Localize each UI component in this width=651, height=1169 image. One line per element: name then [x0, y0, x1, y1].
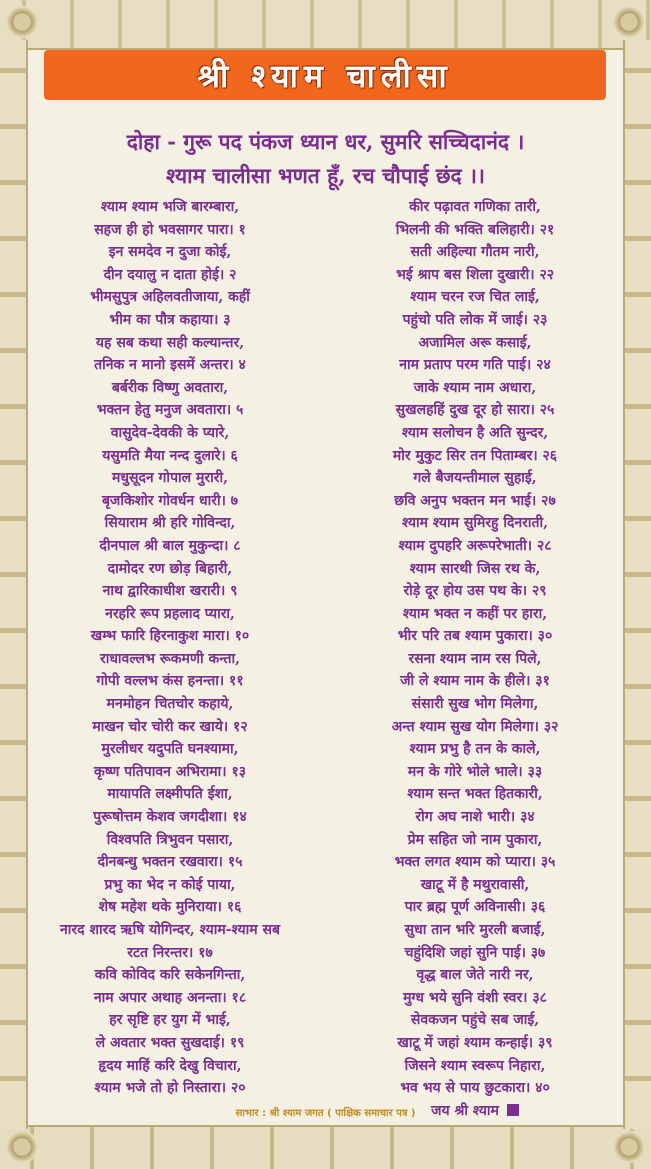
verse-line: नाथ द्वारिकाधीश खरारी। ९	[102, 583, 238, 600]
verse-line: चहुंदिशि जहां सुनि पाई। ३७	[404, 944, 546, 961]
verse-line: मोर मुकुट सिर तन पिताम्बर। २६	[392, 447, 558, 464]
verse-line: नाम प्रताप परम गति पाई। २४	[399, 357, 551, 374]
corner-ornament	[2, 1127, 42, 1167]
verse-line: रोग अघ नाशे भारी। ३४	[415, 809, 535, 826]
verse-line: जी ले श्याम नाम के हीले। ३१	[400, 673, 550, 690]
verse-line: मधुसूदन गोपाल मुरारी,	[112, 470, 228, 487]
verse-line: श्याम दुपहरि अरूपरेभाती। २८	[398, 537, 552, 554]
verse-line: छवि अनुप भक्तन मन भाई। २७	[394, 492, 556, 509]
verse-line: सियाराम श्री हरि गोविन्दा,	[104, 515, 236, 532]
verse-line: मन के गोरे भोले भाले। ३३	[407, 763, 543, 780]
verse-line: सुधा तान भरि मुरली बजाई,	[404, 922, 546, 938]
source-credit: साभार : श्री श्याम जगत ( पाक्षिक समाचार पत्र )	[235, 1108, 416, 1119]
verse-line: नारद शारद ऋषि योगिन्दर, श्याम-श्याम सब	[60, 922, 280, 938]
verse-line: दीनपाल श्री बाल मुकुन्दा। ८	[99, 537, 241, 554]
border-right	[623, 40, 651, 1129]
verse-line: यह सब कथा सही कल्यान्तर,	[95, 334, 245, 351]
doha-line-1: दोहा - गुरू पद पंकज ध्यान धर, सुमरि सच्चिदानंद ।	[126, 129, 525, 154]
verse-line: अन्त श्याम सुख योग मिलेगा। ३२	[391, 718, 559, 735]
verse-line: भीर परि तब श्याम पुकारा। ३०	[397, 628, 553, 645]
verse-line: राधावल्लभ रूकमणी कन्ता,	[99, 650, 241, 667]
doha-couplet	[40, 125, 611, 193]
border-bottom	[0, 1125, 651, 1169]
verse-line: श्याम चरन रज चित लाई,	[410, 289, 540, 306]
verse-line: श्याम भक्त न कहीं पर हारा,	[402, 605, 548, 622]
verse-line: श्याम प्रभु है तन के काले,	[409, 741, 541, 758]
verse-line: भीमसुपुत्र अहिलवतीजाया, कहीं	[90, 289, 250, 306]
verse-line: भक्त लगत श्याम को प्यारा। ३५	[394, 854, 556, 871]
verse-line: श्याम सन्त भक्त हितकारी,	[407, 786, 543, 803]
verse-line: नरहरि रूप प्रहलाद प्यारा,	[105, 605, 235, 622]
verse-line: सेवकजन पहुंचे सब जाई,	[410, 1012, 540, 1029]
verse-line: श्याम भजे तो हो निस्तारा। २०	[94, 1080, 246, 1097]
verse-line: दीन दयालु न दाता होई। २	[103, 266, 237, 283]
verse-line: मायापति लक्ष्मीपति ईशा,	[107, 786, 233, 803]
doha-line-2: श्याम चालीसा भणत हूँ, रच चौपाई छंद ।।	[166, 163, 485, 188]
verse-line: रटत निरन्तर। १७	[127, 944, 213, 961]
verse-line: अजामिल अरू कसाई,	[418, 334, 532, 351]
verse-line: भई श्राप बस शिला दुखारी। २२	[395, 266, 555, 283]
verse-line: खाटू में है मथुरावासी,	[420, 876, 530, 893]
verse-line: प्रभु का भेद न कोई पाया,	[104, 876, 236, 893]
verse-line: कृष्ण पतिपावन अभिरामा। १३	[93, 763, 247, 780]
verse-line: शेष महेश थके मुनिराया। १६	[98, 899, 242, 916]
verse-line: खम्भ फारि हिरनाकुश मारा। १०	[90, 628, 250, 645]
verse-line: रोड़े दूर होय उस पथ के। २९	[403, 583, 547, 600]
verse-line: श्याम श्याम सुमिरहु दिनराती,	[401, 515, 549, 532]
verse-line: सहज ही हो भवसागर पारा। १	[94, 221, 246, 238]
verse-line: मुग्ध भये सुनि वंशी स्वर। ३८	[403, 989, 547, 1006]
verse-line: भक्तन हेतु मनुज अवतारा। ५	[96, 402, 244, 419]
verse-line: नाम अपार अथाह अनन्ता। १८	[93, 989, 247, 1006]
page-title: श्री श्याम चालीसा	[197, 56, 453, 95]
border-top	[0, 0, 651, 50]
verse-line: गोपी वल्लभ कंस हनन्ता। ११	[96, 673, 244, 690]
verse-line: तनिक न मानो इसमें अन्तर। ४	[94, 357, 246, 374]
right-verse-column	[330, 196, 620, 1122]
verse-line: मुरलीधर यदुपति घनश्यामा,	[101, 741, 239, 758]
verse-line: जाके श्याम नाम अधारा,	[413, 379, 537, 396]
verse-line: जय श्री श्याम	[330, 1100, 620, 1123]
verse-line: पार ब्रह्म पूर्ण अविनासी। ३६	[404, 899, 546, 916]
verse-line: श्याम श्याम भजि बारम्बारा,	[100, 199, 240, 215]
verse-line: सुखलहहिं दुख दूर हो सारा। २५	[395, 402, 555, 419]
verse-line: वासुदेव-देवकी के प्यारे,	[110, 424, 230, 441]
verse-line: दीनबन्धु भक्तन रखवारा। १५	[97, 854, 243, 871]
verse-line: दामोदर रण छोड़ बिहारी,	[107, 560, 233, 577]
verse-line: बृजकिशोर गोवर्धन धारी। ७	[101, 492, 239, 509]
verse-line: वृद्ध बाल जेते नारी नर,	[416, 967, 534, 984]
verse-line: जिसने श्याम स्वरूप निहारा,	[404, 1057, 546, 1074]
verse-line: भव भय से पाय छुटकारा। ४०	[400, 1080, 550, 1097]
verse-line: इन समदेव न दुजा कोई,	[108, 244, 232, 261]
verse-line: सती अहिल्या गौतम नारी,	[410, 244, 540, 261]
verse-line: पहुंचो पति लोक में जाई। २३	[402, 311, 548, 328]
verse-line: मनमोहन चितचोर कहाये,	[106, 696, 234, 713]
verse-line: हृदय माहिं करि देखु विचारा,	[98, 1057, 242, 1074]
verse-line: रसना श्याम नाम रस पिले,	[408, 650, 542, 667]
verse-line: भिलनी की भक्ति बलिहारी। २१	[395, 221, 555, 238]
verse-line: श्याम सारथी जिस रथ के,	[409, 560, 541, 577]
verse-line: कीर पढ़ावत गणिका तारी,	[409, 199, 541, 215]
corner-ornament	[609, 2, 649, 42]
verse-line: ले अवतार भक्त सुखदाई। १९	[95, 1034, 245, 1051]
border-left	[0, 40, 28, 1129]
verse-line: यसुमति मैया नन्द दुलारे। ६	[102, 447, 238, 464]
verse-line: प्रेम सहित जो नाम पुकारा,	[407, 831, 543, 848]
title-banner	[44, 50, 606, 100]
left-verse-column	[25, 196, 315, 1100]
verse-line: संसारी सुख भोग मिलेगा,	[411, 696, 539, 713]
verse-line: माखन चोर चोरी कर खाये। १२	[92, 718, 248, 735]
verse-line: गले बैजयन्तीमाल सुहाई,	[413, 470, 537, 487]
verse-line: खाटू में जहां श्याम कन्हाई। ३९	[397, 1034, 553, 1051]
verse-line: बर्बरीक विष्णु अवतारा,	[111, 379, 229, 396]
verse-line: हर सृष्टि हर युग में भाई,	[109, 1012, 231, 1029]
verse-line: भीम का पौत्र कहाया। ३	[109, 311, 231, 328]
verse-line: पुरूषोत्तम केशव जगदीशा। १४	[93, 809, 247, 826]
corner-ornament	[2, 2, 42, 42]
verse-line: श्याम सलोचन है अति सुन्दर,	[401, 424, 549, 441]
verse-line: विश्वपति त्रिभुवन पसारा,	[106, 831, 234, 848]
verse-line: कवि कोविद करि सकेनगिन्ता,	[94, 967, 246, 984]
corner-ornament	[609, 1127, 649, 1167]
